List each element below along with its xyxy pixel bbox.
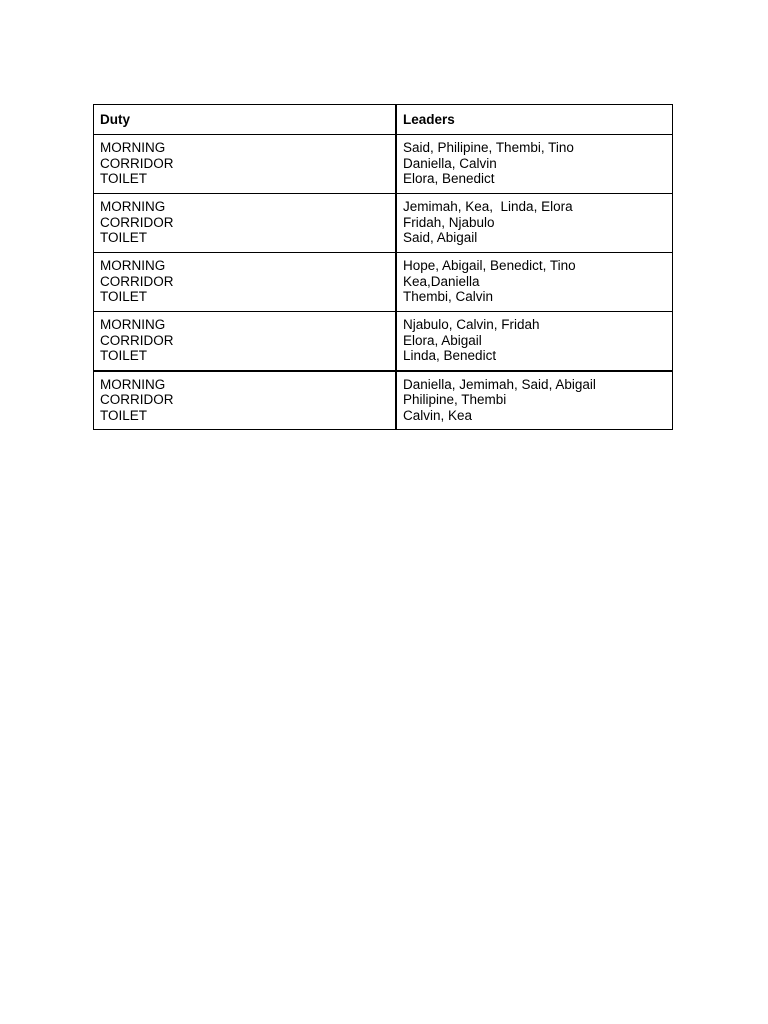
- duty-line: MORNING: [100, 140, 166, 155]
- leaders-line: Kea,Daniella: [403, 273, 480, 289]
- leaders-line: Calvin, Kea: [403, 407, 473, 423]
- duty-line: CORRIDOR: [100, 332, 174, 348]
- leaders-cell: [396, 312, 673, 371]
- table-row: [94, 253, 673, 312]
- leaders-line: Said, Philipine, Thembi, Tino: [403, 140, 574, 155]
- leaders-line: Daniella, Jemimah, Said, Abigail: [403, 376, 596, 392]
- leaders-line: Fridah, Njabulo: [403, 214, 495, 230]
- duty-line: CORRIDOR: [100, 273, 174, 289]
- duty-cell: [94, 135, 397, 194]
- duty-line: MORNING: [100, 199, 166, 214]
- duty-cell: [94, 194, 397, 253]
- duty-roster-table: [93, 104, 673, 430]
- table-row: [94, 194, 673, 253]
- duty-line: TOILET: [100, 348, 148, 363]
- duty-line: MORNING: [100, 317, 166, 332]
- duty-line: TOILET: [100, 289, 148, 304]
- leaders-line: Thembi, Calvin: [403, 289, 494, 304]
- leaders-line: Said, Abigail: [403, 230, 478, 245]
- duty-line: MORNING: [100, 376, 166, 392]
- leaders-line: Elora, Benedict: [403, 171, 495, 186]
- leaders-line: Njabulo, Calvin, Fridah: [403, 317, 540, 332]
- leaders-cell: [396, 194, 673, 253]
- header-leaders: Leaders: [396, 105, 673, 135]
- duty-line: CORRIDOR: [100, 214, 174, 230]
- leaders-line: Daniella, Calvin: [403, 155, 497, 171]
- duty-line: CORRIDOR: [100, 155, 174, 171]
- duty-cell: [94, 253, 397, 312]
- table-row: [94, 135, 673, 194]
- leaders-line: Jemimah, Kea, Linda, Elora: [403, 199, 573, 214]
- leaders-cell: [396, 135, 673, 194]
- duty-cell: [94, 371, 397, 430]
- table-row: [94, 312, 673, 371]
- duty-line: CORRIDOR: [100, 392, 174, 407]
- duty-line: TOILET: [100, 407, 148, 423]
- leaders-line: Linda, Benedict: [403, 348, 497, 363]
- leaders-cell: [396, 253, 673, 312]
- duty-line: TOILET: [100, 230, 148, 245]
- leaders-line: Elora, Abigail: [403, 332, 482, 348]
- leaders-cell: [396, 371, 673, 430]
- leaders-line: Hope, Abigail, Benedict, Tino: [403, 258, 576, 273]
- header-duty: Duty: [94, 105, 397, 135]
- duty-line: TOILET: [100, 171, 148, 186]
- duty-line: MORNING: [100, 258, 166, 273]
- table-row: [94, 371, 673, 430]
- duty-cell: [94, 312, 397, 371]
- table-header-row: [94, 105, 673, 135]
- leaders-line: Philipine, Thembi: [403, 392, 507, 407]
